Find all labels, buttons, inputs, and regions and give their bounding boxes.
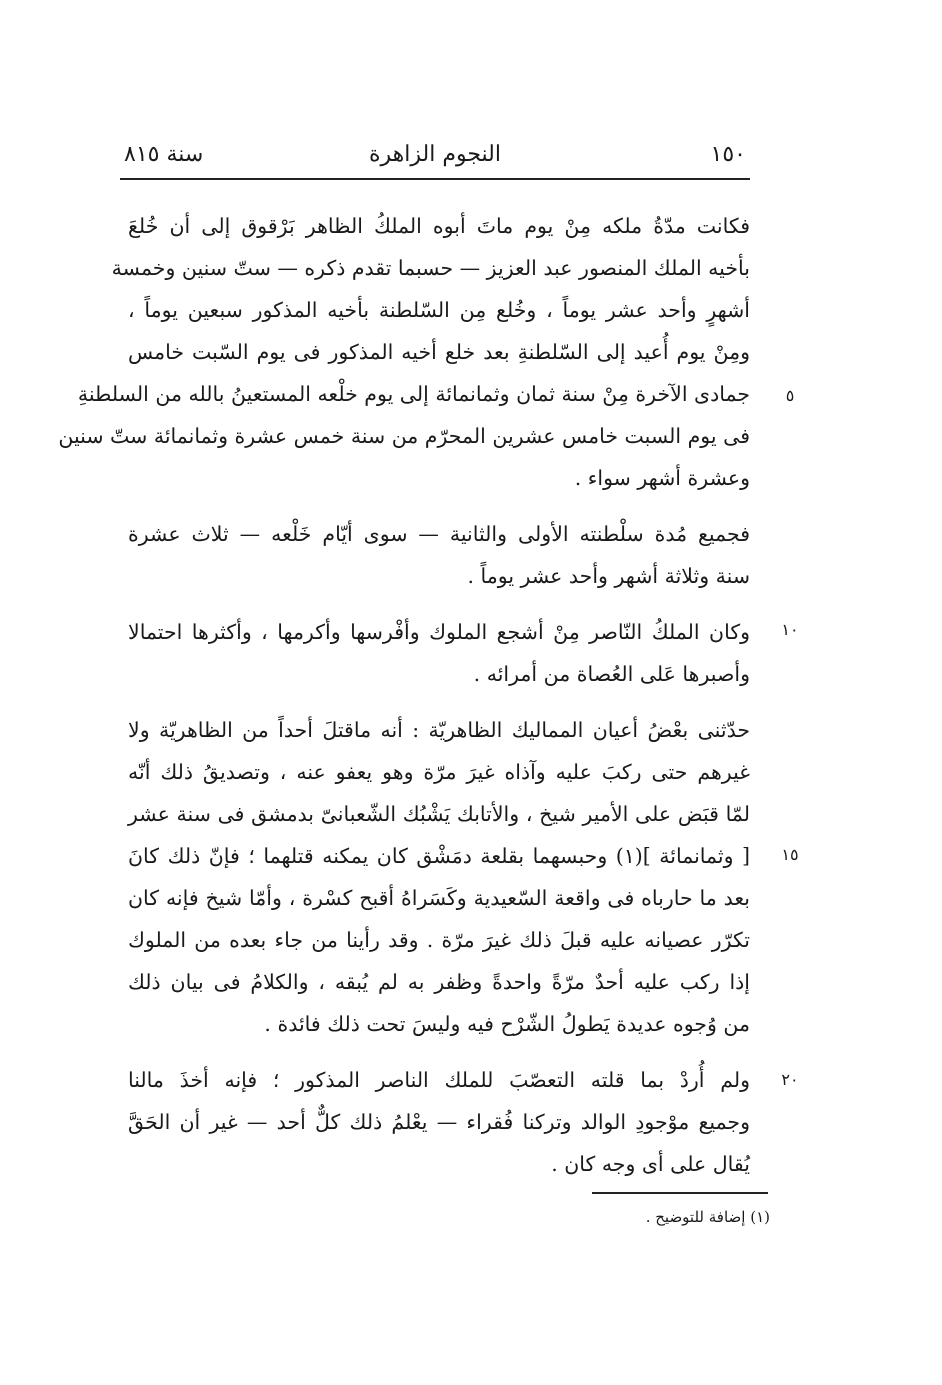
text-line: جمادى الآخرة مِنْ سنة ثمان وثمانمائة إلى يوم خلْعه المستعينُ بالله من السلطنةِ	[77, 382, 750, 406]
text-line: وأصبرها عَلى العُصاة من أمرائه .	[473, 662, 750, 686]
text-line: حدّثنى بعْضُ أعيان المماليك الظاهريّة : أنه ماقتلَ أحداً من الظاهريّة ولا	[128, 718, 750, 742]
text-line: إذا ركب عليه أحدٌ مرّةً واحدةً وظفر به لم يُبقه ، والكلامُ فى بيان ذلك	[128, 970, 750, 994]
text-line: ومِنْ يوم أُعيد إلى السّلطنةِ بعد خلع أخيه المذكور فى يوم السّبت خامس	[128, 340, 750, 364]
text-line: لمّا قبَض على الأمير شيخ ، والأتابك يَشْبُك الشّعبانىّ بدمشق فى سنة عشر	[128, 802, 750, 826]
text-line: سنة وثلاثة أشهر وأحد عشر يوماً .	[467, 564, 750, 588]
year-label: سنة ٨١٥	[124, 142, 204, 167]
paragraph	[128, 611, 750, 695]
book-title: النجوم الزاهرة	[369, 142, 501, 167]
page-number: ١٥٠	[710, 142, 746, 167]
line-number-10: ١٠	[781, 620, 799, 639]
text-line: وجميع موْجودِ الوالد وتركنا فُقراء — يعْلمُ ذلك كلٌّ أحد — غير أن الحَقَّ	[128, 1110, 750, 1134]
text-line: بعد ما حارباه فى واقعة السّعيدية وكَسَراهُ أقبح كسْرة ، وأمّا شيخ فإنه كان	[128, 886, 750, 910]
footnote-rule	[592, 1192, 768, 1194]
paragraph	[128, 709, 750, 1045]
text-line: يُقال على أى وجه كان .	[551, 1152, 750, 1176]
paragraph	[58, 205, 750, 499]
text-line: [ وثمانمائة ](١) وحبسهما بقلعة دمَشْق كان يمكنه قتلهما ؛ فإنّ ذلك كانَ	[128, 844, 750, 868]
header-rule	[120, 178, 750, 180]
text-line: فى يوم السبت خامس عشرين المحرّم من سنة خمس عشرة وثمانمائة ستّ سنين	[58, 424, 750, 448]
line-number-15: ١٥	[781, 845, 799, 864]
text-line: بأخيه الملك المنصور عبد العزيز — حسبما تقدم ذكره — ستّ سنين وخمسة	[111, 256, 750, 280]
text-line: فجميع مُدة سلْطنته الأولى والثانية — سوى أيّام خَلْعه — ثلاث عشرة	[128, 522, 750, 546]
text-line: من وُجوه عديدة يَطولُ الشّرْح فيه وليسَ تحت ذلك فائدة .	[264, 1012, 750, 1036]
text-line: ولم أُردْ بما قلته التعصّبَ للملك الناصر المذكور ؛ فإنه أخذَ مالنا	[128, 1068, 750, 1092]
text-line: فكانت مدّةُ ملكه مِنْ يوم ماتَ أبوه الملكُ الظاهر بَرْقوق إلى أن خُلعَ	[128, 214, 750, 238]
line-number-5: ٥	[785, 386, 795, 405]
paragraph	[128, 513, 750, 597]
text-line: غيرهم حتى ركبَ عليه وآذاه غيرَ مرّة وهو يعفو عنه ، وتصديقُ ذلك أنّه	[128, 760, 750, 784]
paragraph	[128, 1059, 750, 1185]
text-line: تكرّر عصيانه عليه قبلَ ذلك غيرَ مرّة . وقد رأينا من جاء بعده من الملوك	[128, 928, 750, 952]
main-text	[58, 205, 750, 1185]
text-line: وكان الملكُ النّاصر مِنْ أشجع الملوك وأفْرسها وأكرمها ، وأكثرها احتمالا	[128, 620, 750, 644]
text-line: وعشرة أشهر سواء .	[574, 466, 750, 490]
text-line: أشهرٍ وأحد عشر يوماً ، وخُلع مِن السّلطنة بأخيه المذكور سبعين يوماً ،	[128, 298, 750, 322]
running-header	[120, 138, 750, 178]
footnote: (١) إضافة للتوضيح .	[645, 1208, 770, 1226]
line-number-20: ٢٠	[781, 1070, 799, 1089]
